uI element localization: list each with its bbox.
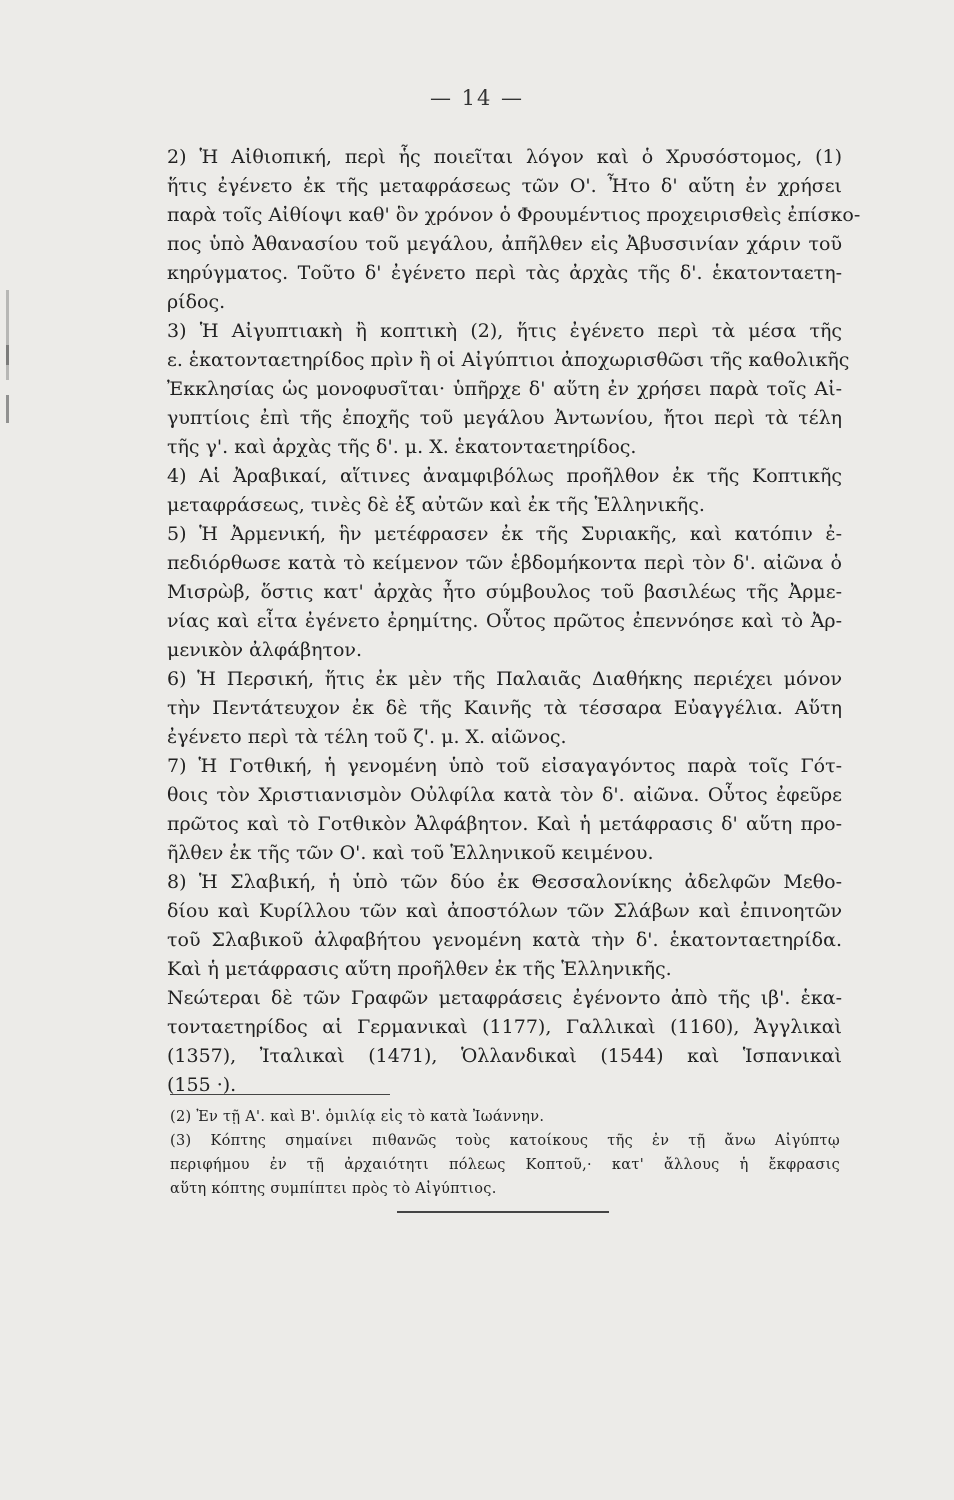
text-line: ἐγένετο περὶ τὰ τέλη τοῦ ζ'. μ. Χ. αἰῶνος. — [167, 726, 567, 748]
footnote-line: (3) Κόπτης σημαίνει πιθανῶς τοὺς κατοίκους τῆς ἐν τῇ ἄνω Αἰγύπτῳ — [170, 1133, 840, 1149]
text-line: τὴν Πεντάτευχον ἐκ δὲ τῆς Καινῆς τὰ τέσσαρα Εὐαγγέλια. Αὕτη — [167, 697, 842, 719]
footnote-rule — [170, 1094, 390, 1095]
footnote-line: περιφήμου ἐν τῇ ἀρχαιότητι πόλεως Κοπτοῦ,· κατ' ἄλλους ἡ ἔκφρασις — [170, 1157, 840, 1173]
text-line: 4) Αἱ Ἀραβικαί, αἵτινες ἀναμφιβόλως προῆλθον ἐκ τῆς Κοπτικῆς — [167, 465, 842, 487]
text-line: 7) Ἡ Γοτθική, ἡ γενομένη ὑπὸ τοῦ εἰσαγαγόντος παρὰ τοῖς Γότ- — [167, 755, 842, 777]
text-line: δίου καὶ Κυρίλλου τῶν καὶ ἀποστόλων τῶν Σλάβων καὶ ἐπινοητῶν — [167, 900, 842, 922]
text-line: μενικὸν ἀλφάβητον. — [167, 639, 363, 661]
text-line: τονταετηρίδος αἱ Γερμανικαὶ (1177), Γαλλικαὶ (1160), Ἀγγλικαὶ — [167, 1016, 842, 1038]
text-line: ἥτις ἐγένετο ἐκ τῆς μεταφράσεως τῶν Ο'. Ἦτο δ' αὕτη ἐν χρήσει — [167, 175, 842, 197]
text-line: τῆς γ'. καὶ ἀρχὰς τῆς δ'. μ. Χ. ἑκατονταετηρίδος. — [167, 436, 637, 458]
text-line: πεδιόρθωσε κατὰ τὸ κείμενον τῶν ἑβδομήκοντα περὶ τὸν δ'. αἰῶνα ὁ — [167, 552, 842, 574]
text-line: (1357), Ἰταλικαὶ (1471), Ὁλλανδικαὶ (1544) καὶ Ἱσπανικαὶ — [167, 1045, 842, 1067]
text-line: μεταφράσεως, τινὲς δὲ ἐξ αὐτῶν καὶ ἐκ τῆς Ἑλληνικῆς. — [167, 494, 705, 516]
text-line: (155 ·). — [167, 1074, 237, 1096]
text-line: κηρύγματος. Τοῦτο δ' ἐγένετο περὶ τὰς ἀρχὰς τῆς δ'. ἑκατονταετη- — [167, 262, 842, 284]
text-line: γυπτίοις ἐπὶ τῆς ἐποχῆς τοῦ μεγάλου Ἀντωνίου, ἤτοι περὶ τὰ τέλη — [167, 407, 842, 429]
text-line: Νεώτεραι δὲ τῶν Γραφῶν μεταφράσεις ἐγένοντο ἀπὸ τῆς ιβ'. ἑκα- — [167, 987, 842, 1009]
text-line: 8) Ἡ Σλαβική, ἡ ὑπὸ τῶν δύο ἐκ Θεσσαλονίκης ἀδελφῶν Μεθο- — [167, 871, 842, 893]
text-line: νίας καὶ εἶτα ἐγένετο ἐρημίτης. Οὗτος πρῶτος ἐπεννόησε καὶ τὸ Ἀρ- — [167, 610, 842, 632]
text-line: ε. ἑκατονταετηρίδος πρὶν ἢ οἱ Αἰγύπτιοι ἀποχωρισθῶσι τῆς καθολικῆς — [167, 349, 850, 371]
text-line: πρῶτος καὶ τὸ Γοτθικὸν Ἀλφάβητον. Καὶ ἡ μετάφρασις δ' αὕτη προ- — [167, 813, 842, 835]
text-line: Μισρὼβ, ὅστις κατ' ἀρχὰς ἦτο σύμβουλος τοῦ βασιλέως τῆς Ἀρμε- — [167, 581, 842, 603]
text-line: ρίδος. — [167, 291, 226, 313]
text-line: 5) Ἡ Ἀρμενική, ἣν μετέφρασεν ἐκ τῆς Συριακῆς, καὶ κατόπιν ἐ- — [167, 523, 842, 545]
margin-mark — [6, 395, 9, 423]
text-line: 2) Ἡ Αἰθιοπική, περὶ ἧς ποιεῖται λόγον καὶ ὁ Χρυσόστομος, (1) — [167, 146, 842, 168]
margin-mark — [6, 345, 9, 365]
text-line: ῆλθεν ἐκ τῆς τῶν Ο'. καὶ τοῦ Ἑλληνικοῦ κειμένου. — [167, 842, 654, 864]
footnote-line: (2) Ἐν τῇ Α'. καὶ Β'. ὁμιλίᾳ εἰς τὸ κατὰ Ἰωάννην. — [170, 1109, 545, 1125]
end-rule — [397, 1211, 609, 1213]
text-line: 6) Ἡ Περσική, ἥτις ἐκ μὲν τῆς Παλαιᾶς Διαθήκης περιέχει μόνον — [167, 668, 842, 690]
text-line: πος ὑπὸ Ἀθανασίου τοῦ μεγάλου, ἀπῆλθεν εἰς Ἀβυσσινίαν χάριν τοῦ — [167, 233, 842, 255]
text-line: παρὰ τοῖς Αἰθίοψι καθ' ὃν χρόνον ὁ Φρουμέντιος προχειρισθεὶς ἐπίσκο- — [167, 204, 861, 226]
text-line: 3) Ἡ Αἰγυπτιακὴ ἢ κοπτικὴ (2), ἥτις ἐγένετο περὶ τὰ μέσα τῆς — [167, 320, 842, 342]
text-line: Καὶ ἡ μετάφρασις αὕτη προῆλθεν ἐκ τῆς Ἑλληνικῆς. — [167, 958, 672, 980]
body-text — [167, 143, 861, 1100]
footnotes — [170, 1105, 840, 1201]
text-line: Ἐκκλησίας ὡς μονοφυσῖται· ὑπῆρχε δ' αὕτη ἐν χρήσει παρὰ τοῖς Αἰ- — [167, 378, 842, 400]
margin-mark — [6, 290, 9, 380]
text-line: τοῦ Σλαβικοῦ ἀλφαβήτου γενομένη κατὰ τὴν δ'. ἑκατονταετηρίδα. — [167, 929, 842, 951]
text-line: θοις τὸν Χριστιανισμὸν Οὐλφίλα κατὰ τὸν δ'. αἰῶνα. Οὗτος ἐφεῦρε — [167, 784, 842, 806]
page-number: — 14 — — [429, 86, 525, 110]
footnote-line: αὕτη κόπτης συμπίπτει πρὸς τὸ Αἰγύπτιος. — [170, 1181, 497, 1197]
